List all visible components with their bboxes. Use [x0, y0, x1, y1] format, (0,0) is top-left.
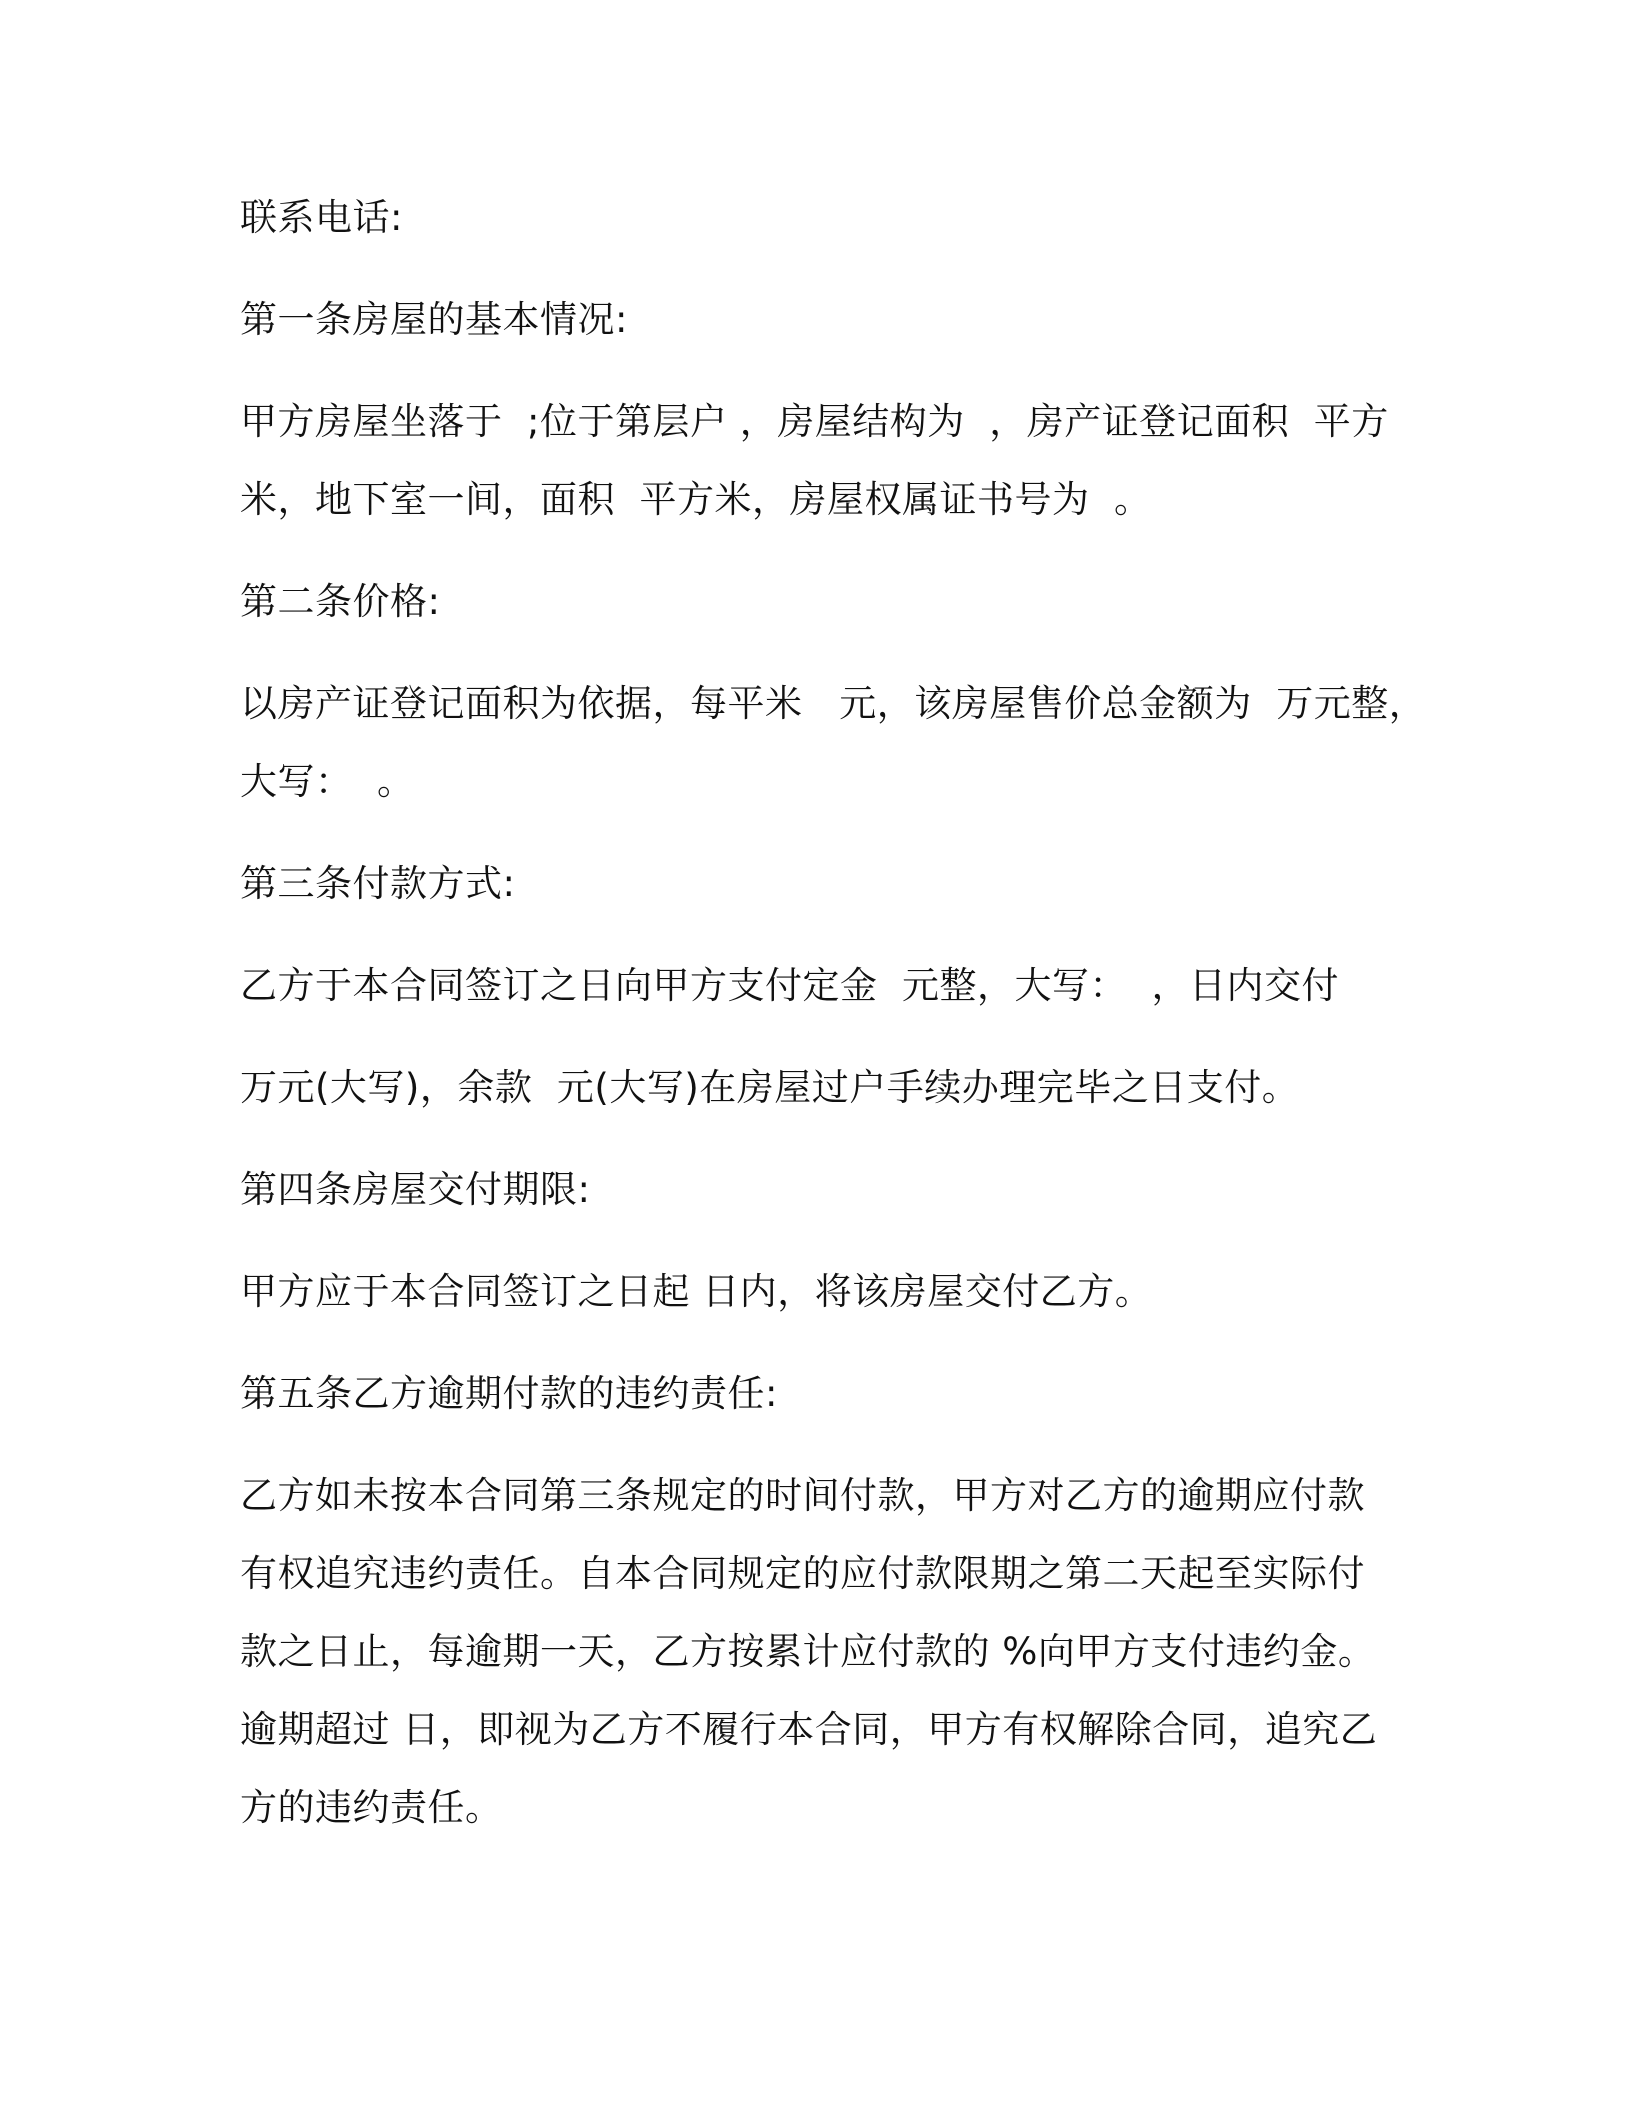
article-1-text-line-2: 米，地下室一间，面积 平方米，房屋权属证书号为 。	[240, 478, 1152, 521]
article-1-text-line-1: 甲方房屋坐落于 ;位于第层户 ，房屋结构为 ，房产证登记面积 平方	[240, 400, 1389, 443]
article-3-heading: 第三条付款方式:	[240, 862, 516, 905]
article-1-heading: 第一条房屋的基本情况:	[240, 298, 628, 341]
article-5-text-line-1: 乙方如未按本合同第三条规定的时间付款，甲方对乙方的逾期应付款	[240, 1474, 1365, 1517]
article-2-heading: 第二条价格:	[240, 580, 441, 623]
article-2-text-line-1: 以房产证登记面积为依据，每平米 元，该房屋售价总金额为 万元整，	[240, 682, 1427, 725]
article-3-text-line-1: 乙方于本合同签订之日向甲方支付定金 元整，大写： ，日内交付	[240, 964, 1340, 1007]
article-4-heading: 第四条房屋交付期限:	[240, 1168, 591, 1211]
article-3-text-line-2: 万元(大写)，余款 元(大写)在房屋过户手续办理完毕之日支付。	[240, 1066, 1300, 1109]
article-2-text-line-2: 大写： 。	[240, 760, 415, 803]
article-5-heading: 第五条乙方逾期付款的违约责任:	[240, 1372, 778, 1415]
article-5-text-line-5: 方的违约责任。	[240, 1786, 503, 1829]
article-4-text-line-1: 甲方应于本合同签订之日起 日内，将该房屋交付乙方。	[240, 1270, 1153, 1313]
article-5-text-line-3: 款之日止，每逾期一天，乙方按累计应付款的 %向甲方支付违约金。	[240, 1630, 1376, 1673]
article-5-text-line-2: 有权追究违约责任。自本合同规定的应付款限期之第二天起至实际付	[240, 1552, 1365, 1595]
article-5-text-line-4: 逾期超过 日，即视为乙方不履行本合同，甲方有权解除合同，追究乙	[240, 1708, 1378, 1751]
contact-phone-label: 联系电话:	[240, 196, 403, 239]
